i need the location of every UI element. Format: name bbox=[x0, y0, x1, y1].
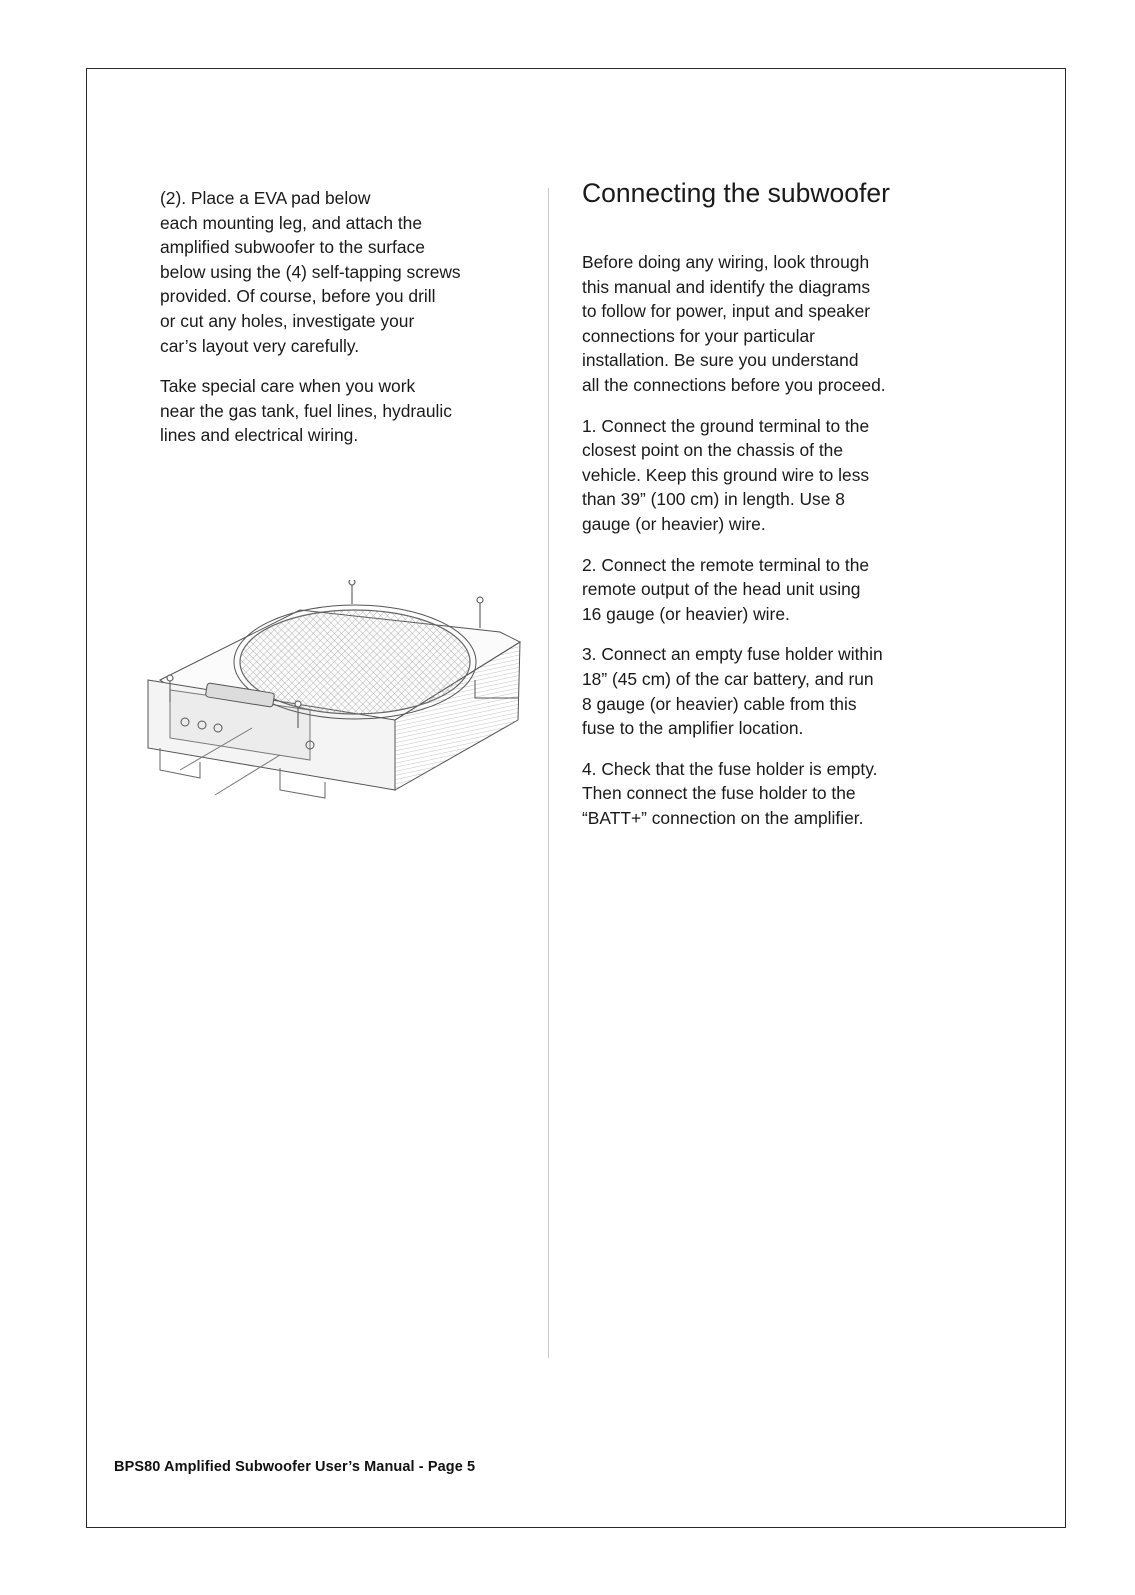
mounting-instructions-paragraph: (2). Place a EVA pad below each mounting leg, and attach the amplified subwoofer to the surface below using the (4) self-tapping screws provided. Of course, before you drill or cut any holes, investigate your car’s layout very carefully. bbox=[160, 188, 461, 356]
subwoofer-mounting-illustration bbox=[140, 580, 540, 820]
section-heading: Connecting the subwoofer bbox=[582, 178, 890, 208]
left-column bbox=[160, 186, 520, 448]
right-column bbox=[582, 176, 954, 846]
page-footer: BPS80 Amplified Subwoofer User’s Manual - Page 5 bbox=[114, 1459, 476, 1475]
step-4-paragraph: 4. Check that the fuse holder is empty. Then connect the fuse holder to the “BATT+” connection on the amplifier. bbox=[582, 758, 878, 828]
safety-caution-paragraph: Take special care when you work near the gas tank, fuel lines, hydraulic lines and electrical wiring. bbox=[160, 376, 452, 446]
intro-paragraph: Before doing any wiring, look through this manual and identify the diagrams to follow for power, input and speaker connections for your particular installation. Be sure you understand all the connections before you proceed. bbox=[582, 252, 886, 395]
column-divider bbox=[548, 188, 549, 1358]
step-2-paragraph: 2. Connect the remote terminal to the remote output of the head unit using 16 gauge (or heavier) wire. bbox=[582, 554, 870, 624]
step-3-paragraph: 3. Connect an empty fuse holder within 18” (45 cm) of the car battery, and run 8 gauge (or heavier) cable from this fuse to the amplifier location. bbox=[582, 644, 883, 739]
step-1-paragraph: 1. Connect the ground terminal to the closest point on the chassis of the vehicle. Keep this ground wire to less than 39” (100 cm) in length. Use 8 gauge (or heavier) wire. bbox=[582, 415, 870, 534]
